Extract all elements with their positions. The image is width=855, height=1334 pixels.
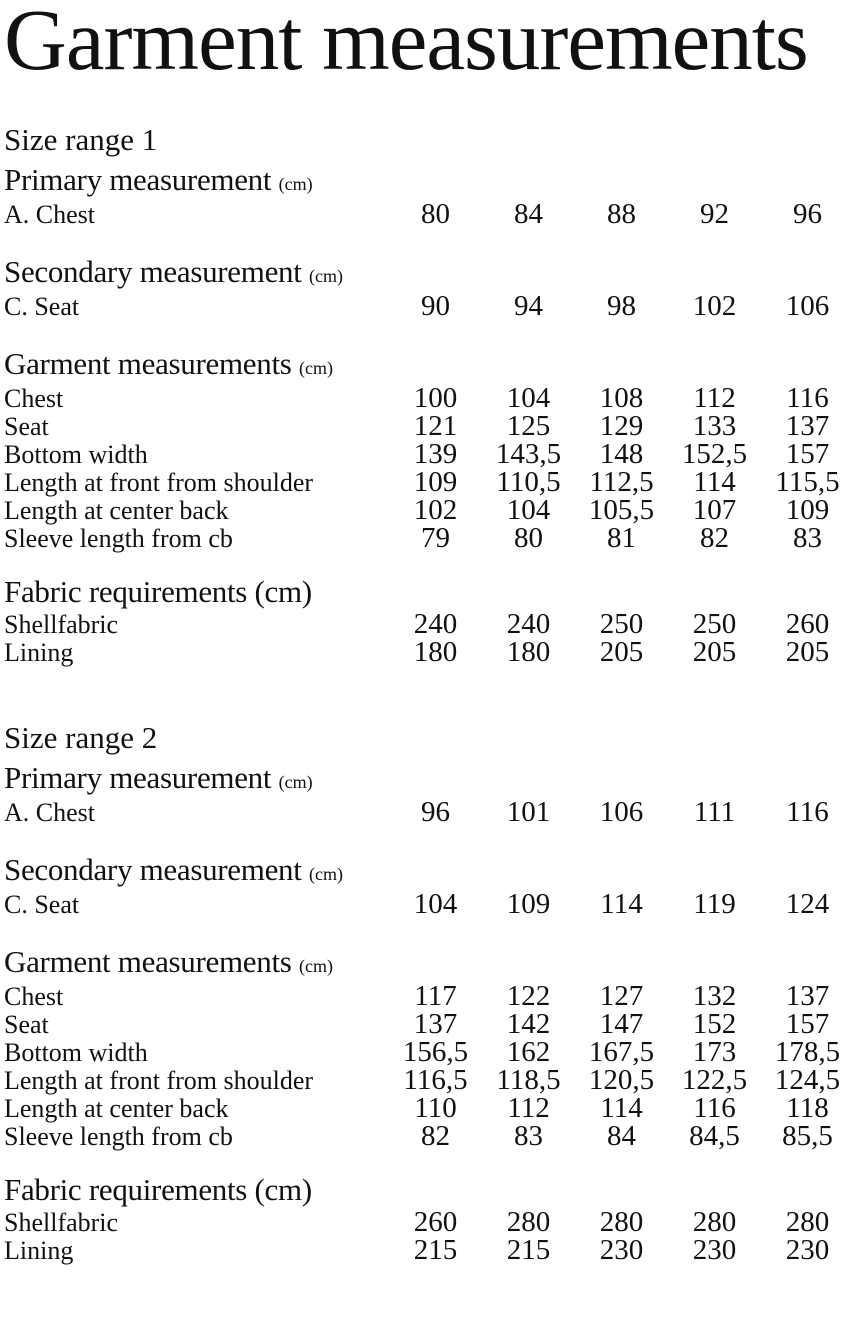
value-cell: 137 <box>785 980 830 1012</box>
group-heading-text: Primary measurement <box>4 162 272 197</box>
value-cell: 129 <box>599 410 644 442</box>
value-cell: 280 <box>785 1206 830 1238</box>
row-label: Length at center back <box>4 1094 229 1123</box>
primary-measurement-group <box>4 762 855 826</box>
table-row <box>4 292 855 320</box>
row-label: Bottom width <box>4 440 148 469</box>
value-cell: 180 <box>413 636 458 668</box>
value-cell: 125 <box>506 410 551 442</box>
primary-measurement-group <box>4 164 855 228</box>
row-label: C. Seat <box>4 292 80 321</box>
table-row <box>4 1066 855 1094</box>
value-cell: 82 <box>421 1120 450 1152</box>
unit-label: (cm) <box>278 174 313 194</box>
table-row <box>4 1010 855 1038</box>
row-label: A. Chest <box>4 200 95 229</box>
unit-label: (cm) <box>309 266 343 286</box>
row-label: Shellfabric <box>4 1208 119 1237</box>
group-heading <box>4 256 855 292</box>
garment-measurements-table <box>4 982 855 1150</box>
value-cell: 280 <box>506 1206 551 1238</box>
value-cell: 167,5 <box>588 1036 655 1068</box>
value-cell: 139 <box>413 438 458 470</box>
value-cell: 111 <box>693 796 736 828</box>
value-cell: 205 <box>599 636 644 668</box>
value-cell: 157 <box>785 1008 830 1040</box>
row-label: Length at center back <box>4 496 229 525</box>
table-row <box>4 384 855 412</box>
value-cell: 205 <box>692 636 737 668</box>
value-cell: 80 <box>421 198 450 230</box>
fabric-requirements-group <box>4 576 855 666</box>
value-cell: 101 <box>506 796 551 828</box>
value-cell: 109 <box>506 888 551 920</box>
value-cell: 102 <box>413 494 458 526</box>
value-cell: 260 <box>785 608 830 640</box>
value-cell: 96 <box>421 796 450 828</box>
value-cell: 81 <box>607 522 636 554</box>
value-cell: 178,5 <box>774 1036 841 1068</box>
value-cell: 88 <box>607 198 636 230</box>
table-row <box>4 1038 855 1066</box>
value-cell: 98 <box>607 290 636 322</box>
table-row <box>4 798 855 826</box>
value-cell: 250 <box>692 608 737 640</box>
value-cell: 116 <box>693 1092 736 1124</box>
value-cell: 109 <box>413 466 458 498</box>
value-cell: 132 <box>692 980 737 1012</box>
value-cell: 127 <box>599 980 644 1012</box>
value-cell: 152 <box>692 1008 737 1040</box>
row-label: C. Seat <box>4 890 80 919</box>
group-heading-text: Fabric requirements (cm) <box>4 1172 312 1207</box>
value-cell: 180 <box>506 636 551 668</box>
value-cell: 148 <box>599 438 644 470</box>
value-cell: 104 <box>506 382 551 414</box>
table-row <box>4 468 855 496</box>
row-label: Chest <box>4 384 64 413</box>
value-cell: 118 <box>786 1092 829 1124</box>
size-range-2-section <box>4 720 855 1264</box>
table-row <box>4 200 855 228</box>
unit-label: (cm) <box>309 864 343 884</box>
size-range-1-title: Size range 1 <box>4 122 158 157</box>
group-heading <box>4 164 855 200</box>
value-cell: 122 <box>506 980 551 1012</box>
value-cell: 114 <box>600 1092 643 1124</box>
row-label: Seat <box>4 1010 49 1039</box>
group-heading <box>4 1174 855 1206</box>
value-cell: 120,5 <box>588 1064 655 1096</box>
garment-measurements-group <box>4 348 855 552</box>
value-cell: 104 <box>506 494 551 526</box>
value-cell: 110 <box>414 1092 457 1124</box>
value-cell: 240 <box>413 608 458 640</box>
row-label: Chest <box>4 982 64 1011</box>
table-row <box>4 1236 855 1264</box>
secondary-measurement-table <box>4 890 855 918</box>
fabric-requirements-table <box>4 1208 855 1264</box>
value-cell: 205 <box>785 636 830 668</box>
value-cell: 124,5 <box>774 1064 841 1096</box>
value-cell: 83 <box>793 522 822 554</box>
group-heading <box>4 348 855 384</box>
group-heading-text: Fabric requirements (cm) <box>4 574 312 609</box>
unit-label: (cm) <box>299 358 333 378</box>
row-label: A. Chest <box>4 798 95 827</box>
value-cell: 137 <box>413 1008 458 1040</box>
table-row <box>4 1122 855 1150</box>
value-cell: 112,5 <box>589 466 654 498</box>
table-row <box>4 1208 855 1236</box>
group-heading <box>4 946 855 982</box>
value-cell: 117 <box>414 980 457 1012</box>
row-label: Shellfabric <box>4 610 119 639</box>
value-cell: 92 <box>700 198 729 230</box>
value-cell: 119 <box>693 888 736 920</box>
value-cell: 122,5 <box>681 1064 748 1096</box>
group-heading-text: Garment measurements <box>4 944 292 979</box>
value-cell: 156,5 <box>402 1036 469 1068</box>
value-cell: 85,5 <box>782 1120 833 1152</box>
value-cell: 84 <box>607 1120 636 1152</box>
table-row <box>4 1094 855 1122</box>
value-cell: 100 <box>413 382 458 414</box>
value-cell: 162 <box>506 1036 551 1068</box>
unit-label: (cm) <box>299 956 333 976</box>
value-cell: 230 <box>599 1234 644 1266</box>
value-cell: 115,5 <box>775 466 840 498</box>
table-row <box>4 982 855 1010</box>
value-cell: 230 <box>785 1234 830 1266</box>
value-cell: 84,5 <box>689 1120 740 1152</box>
row-label: Seat <box>4 412 49 441</box>
group-heading-text: Garment measurements <box>4 346 292 381</box>
table-row <box>4 496 855 524</box>
value-cell: 118,5 <box>496 1064 561 1096</box>
value-cell: 106 <box>599 796 644 828</box>
value-cell: 114 <box>693 466 736 498</box>
value-cell: 112 <box>693 382 736 414</box>
table-row <box>4 412 855 440</box>
fabric-requirements-group <box>4 1174 855 1264</box>
value-cell: 142 <box>506 1008 551 1040</box>
value-cell: 157 <box>785 438 830 470</box>
value-cell: 173 <box>692 1036 737 1068</box>
group-heading <box>4 854 855 890</box>
table-row <box>4 440 855 468</box>
row-label: Length at front from shoulder <box>4 468 314 497</box>
value-cell: 96 <box>793 198 822 230</box>
value-cell: 84 <box>514 198 543 230</box>
value-cell: 230 <box>692 1234 737 1266</box>
secondary-measurement-table <box>4 292 855 320</box>
value-cell: 104 <box>413 888 458 920</box>
value-cell: 80 <box>514 522 543 554</box>
value-cell: 260 <box>413 1206 458 1238</box>
value-cell: 280 <box>692 1206 737 1238</box>
value-cell: 102 <box>692 290 737 322</box>
value-cell: 94 <box>514 290 543 322</box>
value-cell: 137 <box>785 410 830 442</box>
value-cell: 109 <box>785 494 830 526</box>
table-row <box>4 610 855 638</box>
group-heading <box>4 762 855 798</box>
row-label: Lining <box>4 638 74 667</box>
value-cell: 215 <box>506 1234 551 1266</box>
row-label: Length at front from shoulder <box>4 1066 314 1095</box>
value-cell: 105,5 <box>588 494 655 526</box>
value-cell: 215 <box>413 1234 458 1266</box>
row-label: Sleeve length from cb <box>4 1122 233 1151</box>
group-heading-text: Primary measurement <box>4 760 272 795</box>
size-range-2-title: Size range 2 <box>4 720 158 755</box>
garment-measurements-group <box>4 946 855 1150</box>
size-range-1-section <box>4 122 855 666</box>
table-row <box>4 638 855 666</box>
value-cell: 124 <box>785 888 830 920</box>
unit-label: (cm) <box>278 772 313 792</box>
value-cell: 240 <box>506 608 551 640</box>
value-cell: 116,5 <box>403 1064 468 1096</box>
garment-measurements-table <box>4 384 855 552</box>
value-cell: 121 <box>413 410 458 442</box>
value-cell: 143,5 <box>495 438 562 470</box>
group-heading <box>4 576 855 608</box>
value-cell: 280 <box>599 1206 644 1238</box>
value-cell: 147 <box>599 1008 644 1040</box>
group-heading-text: Secondary measurement <box>4 852 302 887</box>
value-cell: 107 <box>692 494 737 526</box>
value-cell: 106 <box>785 290 830 322</box>
value-cell: 152,5 <box>681 438 748 470</box>
primary-measurement-table <box>4 200 855 228</box>
row-label: Sleeve length from cb <box>4 524 233 553</box>
value-cell: 83 <box>514 1120 543 1152</box>
row-label: Bottom width <box>4 1038 148 1067</box>
fabric-requirements-table <box>4 610 855 666</box>
value-cell: 116 <box>786 382 829 414</box>
table-row <box>4 890 855 918</box>
value-cell: 250 <box>599 608 644 640</box>
secondary-measurement-group <box>4 256 855 320</box>
value-cell: 108 <box>599 382 644 414</box>
table-row <box>4 524 855 552</box>
value-cell: 114 <box>600 888 643 920</box>
row-label: Lining <box>4 1236 74 1265</box>
value-cell: 116 <box>786 796 829 828</box>
value-cell: 79 <box>421 522 450 554</box>
primary-measurement-table <box>4 798 855 826</box>
secondary-measurement-group <box>4 854 855 918</box>
value-cell: 110,5 <box>496 466 561 498</box>
page-title: Garment measurements <box>4 0 808 88</box>
value-cell: 82 <box>700 522 729 554</box>
value-cell: 133 <box>692 410 737 442</box>
value-cell: 112 <box>507 1092 550 1124</box>
group-heading-text: Secondary measurement <box>4 254 302 289</box>
value-cell: 90 <box>421 290 450 322</box>
